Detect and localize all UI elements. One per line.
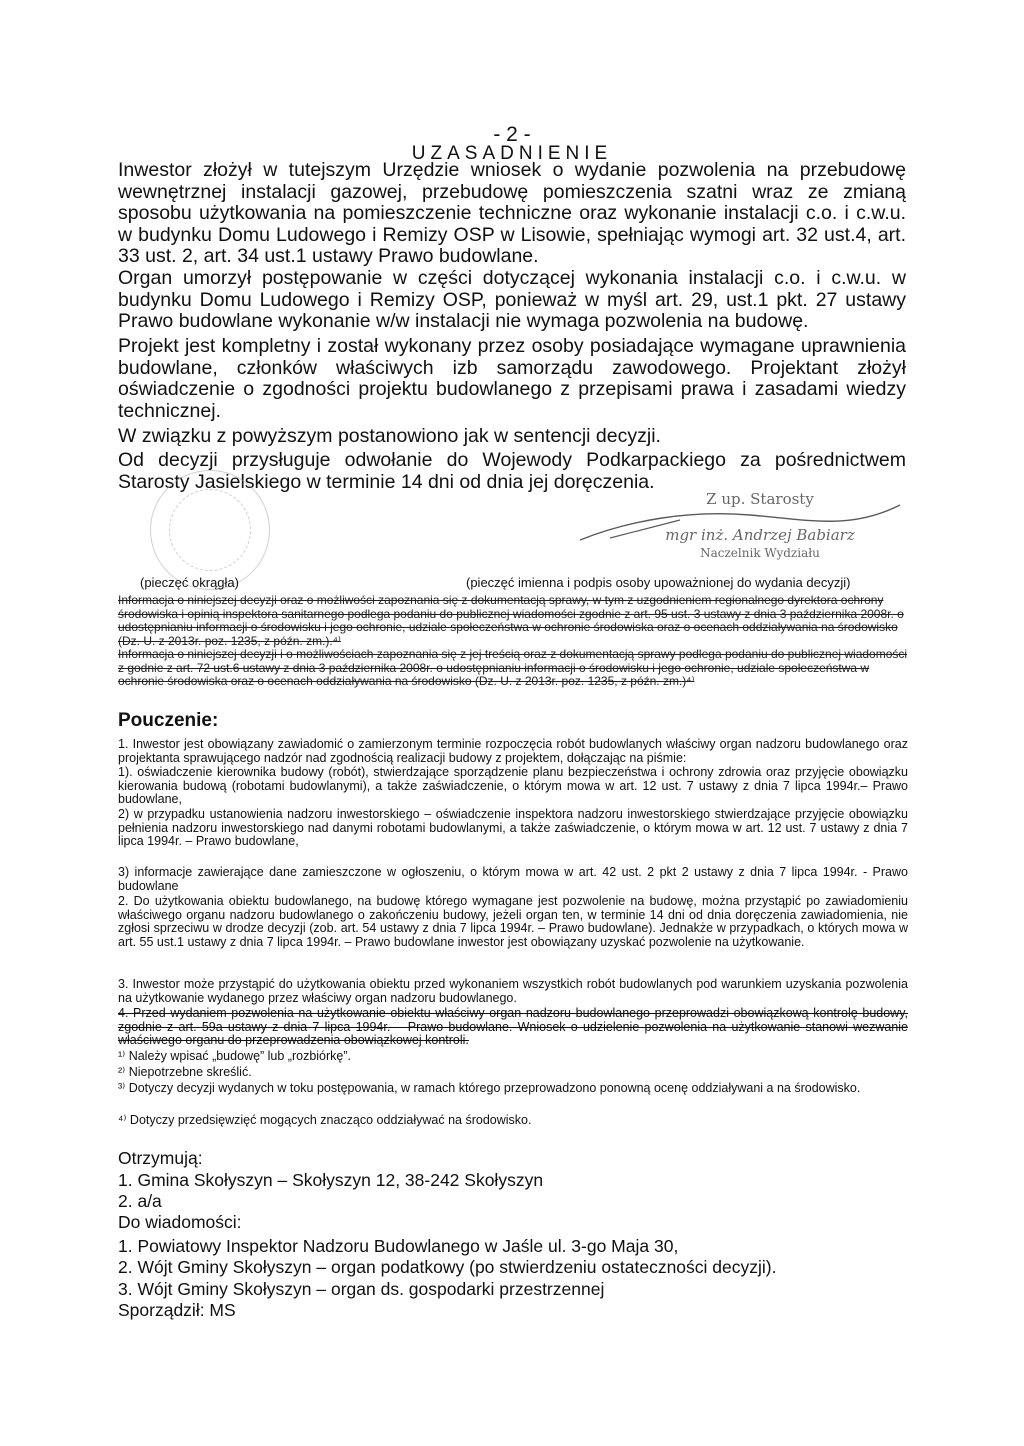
cc-1: 1. Powiatowy Inspektor Nadzoru Budowlanego w Jaśle ul. 3-go Maja 30, (118, 1236, 679, 1256)
stamp-line-name: mgr inż. Andrzej Babiarz (665, 526, 855, 544)
cc-heading: Do wiadomości: (118, 1212, 242, 1232)
pouczenie-item-3: 3. Inwestor może przystąpić do użytkowania obiektu przed wykonaniem wszystkich robót budowlanych pod warunkiem uzyskania pozwolenia na użytkowanie wydanego przez właściwy organ nadzoru budowlanego. (118, 977, 908, 1005)
round-seal-stamp (150, 470, 270, 590)
pouczenie-heading: Pouczenie: (118, 710, 219, 731)
paragraph-discontinuation: Organ umorzył postępowanie w części dotyczącej wykonania instalacji c.o. i c.w.u. w budynku Domu Ludowego i Remizy OSP, ponieważ w myśl art. 29, ust.1 pkt. 27 ustawy Prawo budowlane wykonanie w/w instalacji nie wymaga pozwolenia na budowę. (118, 267, 906, 332)
pouczenie-item-4-struck: 4. Przed wydaniem pozwolenia na użytkowanie obiektu właściwy organ nadzoru budowlanego przeprowadzi obowiązkową kontrolę budowy, zgodnie z art. 59a ustawy z dnia 7 lipca 1994r. – Prawo budowlane. Wniosek o udzielenie pozwolenia na użytkowanie stanowi wezwanie właściwego organu do przeprowadzenia obowiązkowej kontroli. (118, 1006, 908, 1048)
paragraph-appeal: Od decyzji przysługuje odwołanie do Wojewody Podkarpackiego za pośrednictwem Starosty Jasielskiego w terminie 14 dni od dnia jej doręczenia. (118, 449, 906, 493)
prepared-by: Sporządził: MS (118, 1300, 236, 1320)
footnote-4: ⁴⁾ Dotyczy przedsięwzięć mogących znacząco oddziaływać na środowisko. (118, 1113, 532, 1127)
signature-label: (pieczęć imienna i podpis osoby upoważnionej do wydania decyzji) (466, 575, 851, 590)
footnote-3: ³⁾ Dotyczy decyzji wydanych w toku postępowania, w ramach którego przeprowadzono ponowną ocenę oddziaływani a na środowisko. (118, 1081, 861, 1095)
pouczenie-item-1-1: 1). oświadczenie kierownika budowy (robót), stwierdzające sporządzenie planu bezpieczeństwa i ochrony zdrowia oraz przyjęcie obowiązku kierowania budową (robotami budowlanymi), a także zaświadczenie, o którym mowa w art. 12 ust. 7 ustawy z dnia 7 lipca 1994r.– Prawo budowlane, (118, 765, 908, 807)
name-stamp (610, 490, 910, 570)
paragraph-application: Inwestor złożył w tutejszym Urzędzie wniosek o wydanie pozwolenia na przebudowę wewnętrznej instalacji gazowej, przebudowę pomieszczenia szatni wraz ze zmianą sposobu użytkowania na pomieszczenie techniczne oraz wykonanie instalacji c.o. i c.w.u. w budynku Domu Ludowego i Remizy OSP w Lisowie, spełniając wymogi art. 32 ust.4, art. 33 ust. 2, art. 34 ust.1 ustawy Prawo budowlane. (118, 159, 906, 267)
cc-2: 2. Wójt Gminy Skołyszyn – organ podatkowy (po stwierdzeniu ostateczności decyzji). (118, 1257, 777, 1277)
stamp-line-title: Naczelnik Wydziału (700, 546, 820, 560)
cc-3: 3. Wójt Gminy Skołyszyn – organ ds. gospodarki przestrzennej (118, 1279, 605, 1299)
page-number: - 2 - (493, 123, 531, 146)
recipient-1: 1. Gmina Skołyszyn – Skołyszyn 12, 38-242 Skołyszyn (118, 1170, 544, 1190)
paragraph-conclusion: W związku z powyższym postanowiono jak w sentencji decyzji. (118, 425, 661, 447)
stamp-line-authority: Z up. Starosty (706, 490, 814, 508)
pouczenie-item-2: 2. Do użytkowania obiektu budowlanego, na budowę którego wymagane jest pozwolenie na budowę, można przystąpić po zawiadomieniu właściwego organu nadzoru budowlanego o zakończeniu budowy, jeżeli organ ten, w terminie 14 dni od dnia doręczenia zawiadomienia, nie zgłosi sprzeciwu w drodze decyzji (zob. art. 54 ustawy z dnia 7 lipca 1994r. – Prawo budowlane). Jednakże w przypadkach, o których mowa w art. 55 ust.1 ustawy z dnia 7 lipca 1994r. – Prawo budowlane inwestor jest obowiązany uzyskać pozwolenie na użytkowanie. (118, 894, 908, 949)
footnote-2: ²⁾ Niepotrzebne skreślić. (118, 1065, 252, 1079)
seal-label: (pieczęć okrągła) (140, 575, 239, 590)
struck-info-2: Informacja o niniejszej decyzji i o możliwościach zapoznania się z jej treścią oraz z dokumentacją sprawy podlega podaniu do publicznej wiadomości z godnie z art. 72 ust.6 ustawy z dnia 3 października 2008r. o udostępnianiu informacji o środowisku i jego ochronie, udziale społeczeństwa w ochronie środowiska oraz o ocenach oddziaływania na środowisko (Dz. U. z 2013r. poz. 1235, z późn. zm.)⁴⁾ (118, 647, 908, 688)
recipient-2: 2. a/a (118, 1191, 162, 1211)
footnote-1: ¹⁾ Należy wpisać „budowę” lub „rozbiórkę”. (118, 1049, 352, 1063)
struck-info-1: Informacja o niniejszej decyzji oraz o możliwości zapoznania się z dokumentacją sprawy, w tym z uzgodnieniem regionalnego dyrektora ochrony środowiska i opinią inspektora sanitarnego podlega podaniu do publicznej wiadomości zgodnie z art. 95 ust. 3 ustawy z dnia 3 października 2008r. o udostępnianiu informacji o środowisku i jego ochronie, udziale społeczeństwa w ochronie środowiska oraz o ocenach oddziaływania na środowisko (Dz. U. z 2013r. poz. 1235, z późn. zm.).⁴⁾ (118, 593, 904, 648)
signature-mark (570, 500, 910, 550)
pouczenie-item-1-3: 3) informacje zawierające dane zamieszczone w ogłoszeniu, o którym mowa w art. 42 ust. 2 pkt 2 ustawy z dnia 7 lipca 1994r. - Prawo budowlane (118, 865, 908, 893)
recipients-heading: Otrzymują: (118, 1148, 203, 1168)
paragraph-project: Projekt jest kompletny i został wykonany przez osoby posiadające wymagane uprawnienia budowlane, członków właściwych izb samorządu zawodowego. Projektant złożył oświadczenie o zgodności projektu budowlanego z przepisami prawa i zasadami wiedzy technicznej. (118, 335, 906, 422)
pouczenie-item-1-2: 2) w przypadku ustanowienia nadzoru inwestorskiego – oświadczenie inspektora nadzoru inwestorskiego stwierdzające przyjęcie obowiązku pełnienia nadzoru inwestorskiego nad danymi robotami budowlanymi, a także zaświadczenie, o którym mowa w art. 12 ust. 7 ustawy z dnia 7 lipca 1994r. – Prawo budowlane, (118, 807, 908, 849)
pouczenie-item-1: 1. Inwestor jest obowiązany zawiadomić o zamierzonym terminie rozpoczęcia robót budowlanych właściwy organ nadzoru budowlanego oraz projektanta sprawującego nadzór nad zgodnością realizacji budowy z projektem, dołączając na piśmie: (118, 737, 908, 765)
section-heading: UZASADNIENIE (411, 143, 613, 164)
